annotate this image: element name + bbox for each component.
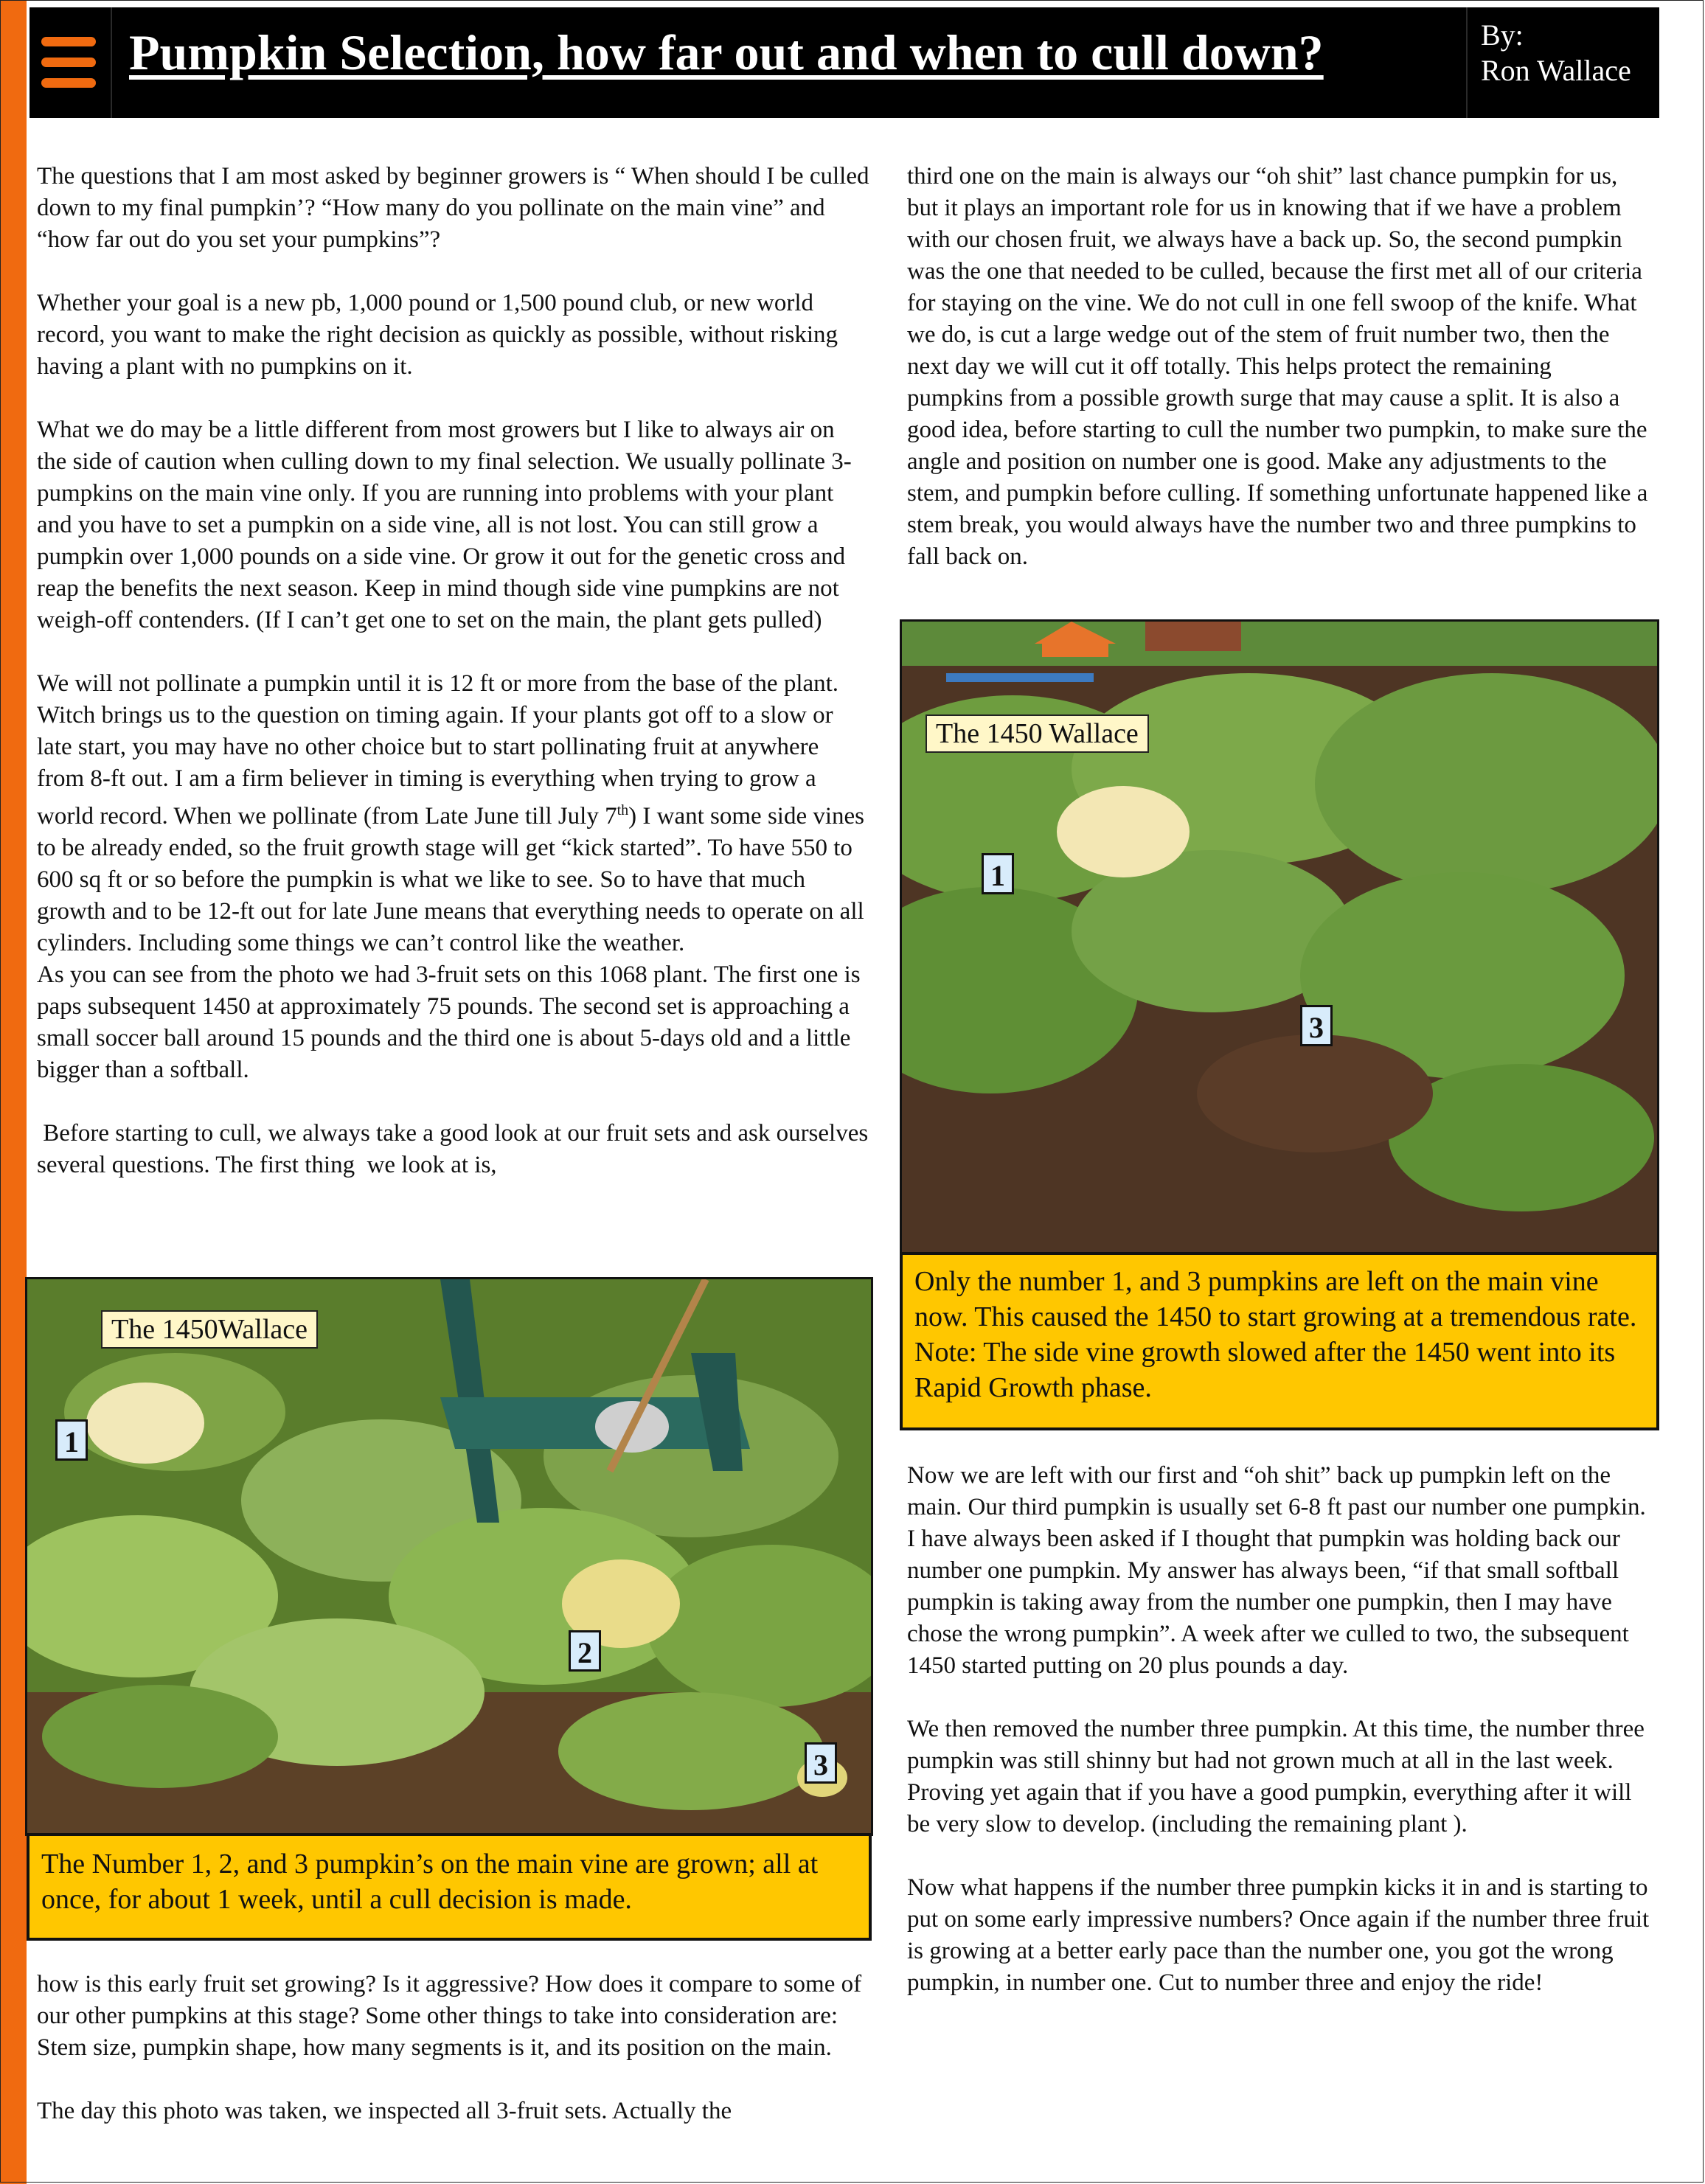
right-column-bottom xyxy=(907,1460,1652,1999)
photo-right-label: The 1450 Wallace xyxy=(926,714,1149,753)
header-banner xyxy=(29,7,1659,118)
backup-pumpkin-paragraph: Now we are left with our first and “oh shit” back up pumpkin left on the main. Our third pumpkin is usually set 6-8 ft past our number one pumpkin. I have always been asked if I thought that pumpkin was holding back our number one pumpkin. My answer has always been, “if that small softball pumpkin is taking away from the number one pumpkin, then I may have chose the wrong pumpkin”. A week after we culled to two, the subsequent 1450 started putting on 20 plus pounds a day. xyxy=(907,1462,1646,1679)
pumpkin-marker-1: 1 xyxy=(55,1419,88,1461)
goal-paragraph: Whether your goal is a new pb, 1,000 pound or 1,500 pound club, or new world record, you want to make the right decision as quickly as possible, without risking having a plant with no pumpkins on it. xyxy=(37,290,838,380)
timing-superscript: th xyxy=(617,802,629,818)
photo-left-label: The 1450Wallace xyxy=(101,1310,318,1349)
byline xyxy=(1481,18,1631,88)
menu-bar-top xyxy=(41,37,96,46)
third-pumpkin-paragraph: Now what happens if the number three pumpkin kicks it in and is starting to put on some early impressive numbers? Once again if the number three fruit is growing at a better early pace than the number one, you got the wrong pumpkin, in number one. Cut to number three and enjoy the ride! xyxy=(907,1874,1650,1996)
left-column-bottom xyxy=(37,1969,870,2127)
byline-box xyxy=(1466,7,1661,118)
photo-day-paragraph: The day this photo was taken, we inspected all 3-fruit sets. Actually the xyxy=(37,2098,732,2124)
timing-paragraph xyxy=(37,668,870,959)
intro-paragraph: The questions that I am most asked by beginner growers is “ When should I be culled down to my final pumpkin’? “How many do you pollinate on the main vine” and “how far out do you set your pumpkins”? xyxy=(37,163,869,253)
page-title: Pumpkin Selection, how far out and when to cull down? xyxy=(129,24,1324,80)
pumpkin-marker-1-right: 1 xyxy=(982,853,1014,894)
pumpkin-marker-3: 3 xyxy=(805,1742,837,1784)
fruit-sets-paragraph: As you can see from the photo we had 3-fruit sets on this 1068 plant. The first one is paps subsequent 1450 at approximately 75 pounds. The second set is approaching a small soccer ball around 15 pounds and the third one is about 5-days old and a little bigger than a softball. xyxy=(37,961,861,1083)
patch-illustration xyxy=(27,1279,871,1834)
photo-right-caption: Only the number 1, and 3 pumpkins are left on the main vine now. This caused the 1450 to start growing at a tremendous rate. Note: The side vine growth slowed after the 1450 went into its Rapid Growth phase. xyxy=(900,1252,1659,1430)
author-name: Ron Wallace xyxy=(1481,54,1631,87)
menu-bar-middle xyxy=(41,58,96,67)
byline-label: By: xyxy=(1481,18,1524,52)
left-column-top xyxy=(37,161,875,1181)
pumpkin-marker-3-right: 3 xyxy=(1300,1005,1333,1046)
cull-process-paragraph: third one on the main is always our “oh shit” last chance pumpkin for us, but it plays an important role for us in knowing that if we have a problem with our chosen fruit, we always have a back up. So, the second pumpkin was the one that needed to be culled, because the first met all of our criteria for staying on the vine. We do not cull in one fell swoop of the knife. What we do, is cut a large wedge out of the stem of fruit number two, then the next day we will cut it off totally. This helps protect the remaining pumpkins from a possible growth surge that may cause a split. It is also a good idea, before starting to cull the number two pumpkin, to make sure the angle and position on number one is good. Make any adjustments to the stem, and pumpkin before culling. If something unfortunate happened like a stem break, you would always have the number two and three pumpkins to fall back on. xyxy=(907,163,1648,570)
pumpkin-patch-photo-three-sets xyxy=(25,1277,873,1836)
menu-bar-bottom xyxy=(41,78,96,88)
pumpkin-patch-photo-two-sets xyxy=(900,619,1659,1255)
before-cull-paragraph: Before starting to cull, we always take a good look at our fruit sets and ask ourselves several questions. The first thing we look at is, xyxy=(37,1120,875,1178)
removal-paragraph: We then removed the number three pumpkin. At this time, the number three pumpkin was still shinny but had not grown much at all in the last week. Proving yet again that if you have a good pumpkin, everything after it will be very slow to develop. (including the remaining plant ). xyxy=(907,1716,1645,1837)
photo-left-caption: The Number 1, 2, and 3 pumpkin’s on the main vine are grown; all at once, for about 1 week, until a cull decision is made. xyxy=(27,1833,872,1941)
timing-text-2: ) I want some side vines to be already ended, so the fruit growth stage will get “kick started”. To have 550 to 600 sq ft or so before the pumpkin is what we like to see. So to have that much growth and to be 12-ft out for late June means that everything needs to operate on all cylinders. Including some things we can’t control like the weather. xyxy=(37,803,865,956)
timing-text-1: We will not pollinate a pumpkin until it is 12 ft or more from the base of the plant. Witch brings us to the question on timing again. If your plants got off to a slow or late start, you may have no other choice but to start pollinating fruit at anywhere from 8-ft out. I am a firm believer in timing is everything when trying to grow a world record. When we pollinate (from Late June till July 7 xyxy=(37,670,839,830)
pumpkin-marker-2: 2 xyxy=(569,1630,601,1672)
fruit-inspection-paragraph: how is this early fruit set growing? Is it aggressive? How does it compare to some of our other pumpkins at this stage? Some other things to take into consideration are: Stem size, pumpkin shape, how many segments is it, and its position on the main. xyxy=(37,1971,862,2061)
approach-paragraph: What we do may be a little different from most growers but I like to always air on the side of caution when culling down to my final selection. We usually pollinate 3-pumpkins on the main vine only. If you are running into problems with your plant and you have to set a pumpkin on a side vine, all is not lost. You can still grow a pumpkin over 1,000 pounds on a side vine. Or grow it out for the genetic cross and reap the benefits the next season. Keep in mind though side vine pumpkins are not weigh-off contenders. (If I can’t get one to set on the main, the plant gets pulled) xyxy=(37,417,852,633)
right-column-top xyxy=(907,161,1652,573)
hamburger-menu-icon[interactable] xyxy=(29,7,112,118)
